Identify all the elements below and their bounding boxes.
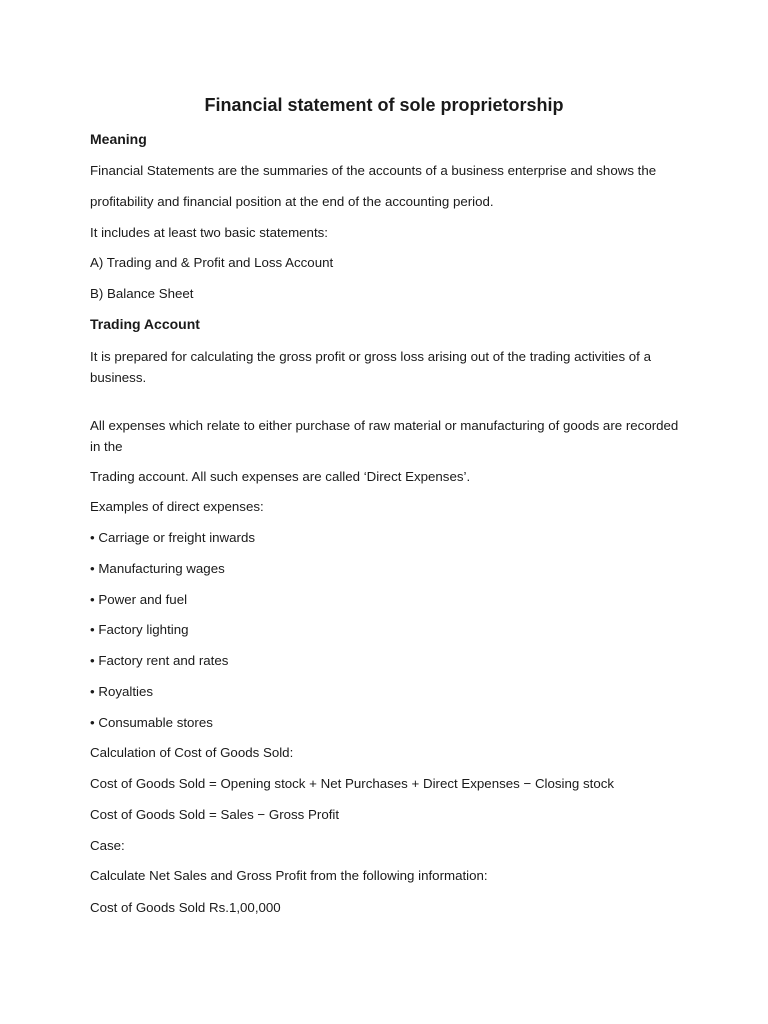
- example-item: • Factory rent and rates: [90, 653, 229, 668]
- expenses-continuation: Trading account. All such expenses are called ‘Direct Expenses’.: [90, 469, 471, 484]
- formula-1: Cost of Goods Sold = Opening stock + Net Purchases + Direct Expenses − Closing stock: [90, 776, 615, 791]
- example-item: • Royalties: [90, 684, 154, 699]
- formula-2: Cost of Goods Sold = Sales − Gross Profit: [90, 807, 340, 822]
- trading-paragraph: It is prepared for calculating the gross profit or gross loss arising out of the trading activities of a business.: [90, 349, 651, 385]
- case-label: Case:: [90, 838, 125, 853]
- meaning-line-1: Financial Statements are the summaries of the accounts of a business enterprise and shows the: [90, 163, 657, 178]
- example-item: • Manufacturing wages: [90, 561, 225, 576]
- example-item: • Consumable stores: [90, 715, 213, 730]
- document-title: Financial statement of sole proprietorship: [204, 95, 564, 115]
- includes-text: It includes at least two basic statements:: [90, 225, 328, 240]
- statement-b: B) Balance Sheet: [90, 286, 194, 301]
- expenses-paragraph: All expenses which relate to either purchase of raw material or manufacturing of goods are recorded in the: [90, 418, 679, 454]
- case-value: Cost of Goods Sold Rs.1,00,000: [90, 900, 281, 915]
- meaning-line-2: profitability and financial position at the end of the accounting period.: [90, 194, 494, 209]
- example-item: • Factory lighting: [90, 622, 189, 637]
- case-question: Calculate Net Sales and Gross Profit from the following information:: [90, 868, 488, 883]
- examples-intro: Examples of direct expenses:: [90, 499, 264, 514]
- meaning-heading: Meaning: [90, 131, 147, 147]
- calculation-heading: Calculation of Cost of Goods Sold:: [90, 745, 294, 760]
- example-item: • Carriage or freight inwards: [90, 530, 256, 545]
- example-item: • Power and fuel: [90, 592, 188, 607]
- trading-account-heading: Trading Account: [90, 316, 200, 332]
- statement-a: A) Trading and & Profit and Loss Account: [90, 255, 334, 270]
